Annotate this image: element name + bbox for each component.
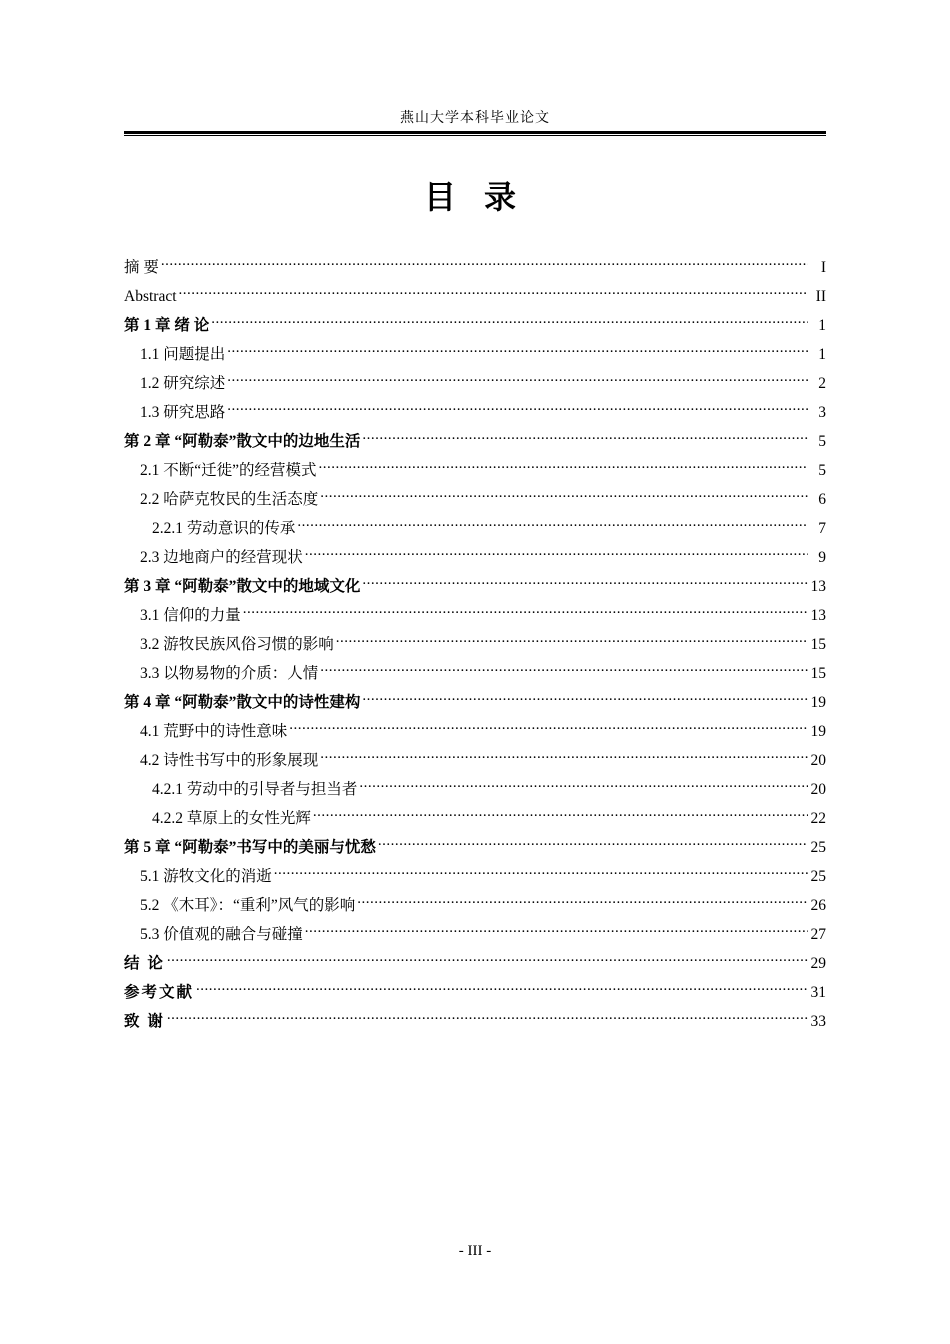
toc-entry-page: 9 — [818, 549, 826, 566]
toc-entry-page: 15 — [810, 636, 826, 653]
toc-entry-label: 参考文献 — [124, 984, 195, 1001]
toc-entry-label: 1.2 研究综述 — [140, 375, 226, 392]
toc-entry-page: 27 — [810, 926, 826, 943]
toc-entry[interactable] — [124, 693, 826, 713]
toc-leader-dots — [362, 577, 808, 591]
toc-entry-page: 19 — [810, 723, 826, 740]
toc-entry[interactable] — [124, 577, 826, 597]
toc-leader-dots — [305, 548, 808, 562]
toc-leader-dots — [274, 867, 808, 881]
toc-entry[interactable] — [124, 345, 826, 365]
toc-entry[interactable] — [124, 896, 826, 916]
toc-entry-label: 5.2 《木耳》：“重利”风气的影响 — [140, 897, 356, 914]
toc-entry[interactable] — [124, 258, 826, 278]
toc-entry-label: 2.3 边地商户的经营现状 — [140, 549, 303, 566]
toc-leader-dots — [179, 287, 808, 301]
toc-entry[interactable] — [124, 809, 826, 829]
toc-entry-label: 第 3 章 “阿勒泰”散文中的地域文化 — [124, 578, 361, 595]
toc-entry-page: I — [820, 259, 826, 276]
toc-entry-label: 4.2.1 劳动中的引导者与担当者 — [152, 781, 358, 798]
page-title: 目 录 — [423, 179, 526, 215]
toc-leader-dots — [227, 345, 808, 359]
toc-entry-label: 1.3 研究思路 — [140, 404, 226, 421]
toc-leader-dots — [305, 925, 808, 939]
toc-entry-label: 2.2 哈萨克牧民的生活态度 — [140, 491, 319, 508]
toc-entry-page: 2 — [818, 375, 826, 392]
toc-entry[interactable] — [124, 548, 826, 568]
toc-entry[interactable] — [124, 461, 826, 481]
toc-entry[interactable] — [124, 867, 826, 887]
toc-entry[interactable] — [124, 403, 826, 423]
toc-entry[interactable] — [124, 751, 826, 771]
toc-entry[interactable] — [124, 925, 826, 945]
page-header — [124, 110, 826, 136]
toc-entry-page: 1 — [818, 317, 826, 334]
toc-entry[interactable] — [124, 838, 826, 858]
toc-entry-label: 1.1 问题提出 — [140, 346, 226, 363]
toc-entry[interactable] — [124, 983, 826, 1003]
toc-entry-label: 4.1 荒野中的诗性意味 — [140, 723, 288, 740]
toc-entry[interactable] — [124, 316, 826, 336]
toc-entry-label: 第 2 章 “阿勒泰”散文中的边地生活 — [124, 433, 361, 450]
toc-entry-label: 3.3 以物易物的介质：人情 — [140, 665, 319, 682]
toc-entry-page: 19 — [810, 694, 826, 711]
toc-entry-label: 2.2.1 劳动意识的传承 — [152, 520, 296, 537]
toc-entry[interactable] — [124, 490, 826, 510]
toc-leader-dots — [167, 954, 808, 968]
toc-entry-page: 33 — [810, 1013, 826, 1030]
toc-entry-page: 20 — [810, 781, 826, 798]
toc-entry-page: 31 — [810, 984, 826, 1001]
toc-entry-label: 5.1 游牧文化的消逝 — [140, 868, 272, 885]
toc-entry[interactable] — [124, 722, 826, 742]
toc-entry-page: 25 — [810, 839, 826, 856]
toc-entry-label: 4.2.2 草原上的女性光辉 — [152, 810, 311, 827]
toc-leader-dots — [320, 751, 808, 765]
toc-leader-dots — [289, 722, 808, 736]
toc-entry-page: 22 — [810, 810, 826, 827]
toc-leader-dots — [227, 374, 808, 388]
toc-entry-label: 2.1 不断“迁徙”的经营模式 — [140, 462, 317, 479]
toc-leader-dots — [211, 316, 808, 330]
header-divider — [124, 131, 826, 136]
toc-entry-label: 第 1 章 绪 论 — [124, 317, 210, 334]
toc-entry-label: 结 论 — [124, 955, 165, 972]
toc-entry-page: 7 — [818, 520, 826, 537]
toc-entry-page: 29 — [810, 955, 826, 972]
toc-entry-label: 3.2 游牧民族风俗习惯的影响 — [140, 636, 334, 653]
toc-leader-dots — [319, 461, 808, 475]
toc-entry[interactable] — [124, 606, 826, 626]
toc-entry[interactable] — [124, 1012, 826, 1032]
toc-entry-label: 第 4 章 “阿勒泰”散文中的诗性建构 — [124, 694, 361, 711]
toc-entry-page: 20 — [810, 752, 826, 769]
toc-leader-dots — [362, 693, 808, 707]
running-title: 燕山大学本科毕业论文 — [400, 111, 550, 126]
toc-leader-dots — [336, 635, 808, 649]
toc-entry-label: 摘 要 — [124, 259, 159, 276]
toc-entry[interactable] — [124, 519, 826, 539]
toc-entry[interactable] — [124, 664, 826, 684]
toc-entry[interactable] — [124, 780, 826, 800]
toc-entry-page: 5 — [818, 462, 826, 479]
toc-entry[interactable] — [124, 954, 826, 974]
toc-entry-page: 5 — [818, 433, 826, 450]
page-number: - III - — [458, 1243, 492, 1259]
toc-entry-label: Abstract — [124, 288, 177, 305]
toc-entry-label: 第 5 章 “阿勒泰”书写中的美丽与忧愁 — [124, 839, 376, 856]
toc-entry-label: 3.1 信仰的力量 — [140, 607, 241, 624]
toc-entry[interactable] — [124, 287, 826, 307]
toc-entry-page: 1 — [818, 346, 826, 363]
toc-leader-dots — [243, 606, 808, 620]
toc-entry-page: 6 — [818, 491, 826, 508]
toc-entry-page: 25 — [810, 868, 826, 885]
toc-entry-page: 26 — [810, 897, 826, 914]
toc-leader-dots — [161, 258, 808, 272]
toc-entry-label: 4.2 诗性书写中的形象展现 — [140, 752, 319, 769]
toc-leader-dots — [357, 896, 808, 910]
toc-leader-dots — [359, 780, 808, 794]
toc-leader-dots — [362, 432, 808, 446]
toc-leader-dots — [297, 519, 808, 533]
toc-leader-dots — [320, 490, 808, 504]
toc-entry-label: 5.3 价值观的融合与碰撞 — [140, 926, 303, 943]
toc-entry-page: 13 — [810, 607, 826, 624]
toc-entry[interactable] — [124, 635, 826, 655]
toc-entry-page: 3 — [818, 404, 826, 421]
toc-leader-dots — [378, 838, 808, 852]
table-of-contents — [124, 258, 826, 1041]
toc-leader-dots — [320, 664, 808, 678]
toc-leader-dots — [313, 809, 808, 823]
toc-leader-dots — [196, 983, 808, 997]
toc-entry[interactable] — [124, 374, 826, 394]
toc-leader-dots — [227, 403, 808, 417]
toc-entry[interactable] — [124, 432, 826, 452]
toc-entry-page: 13 — [810, 578, 826, 595]
toc-leader-dots — [167, 1012, 808, 1026]
toc-entry-page: 15 — [810, 665, 826, 682]
toc-entry-page: II — [815, 288, 826, 305]
toc-entry-label: 致 谢 — [124, 1013, 165, 1030]
